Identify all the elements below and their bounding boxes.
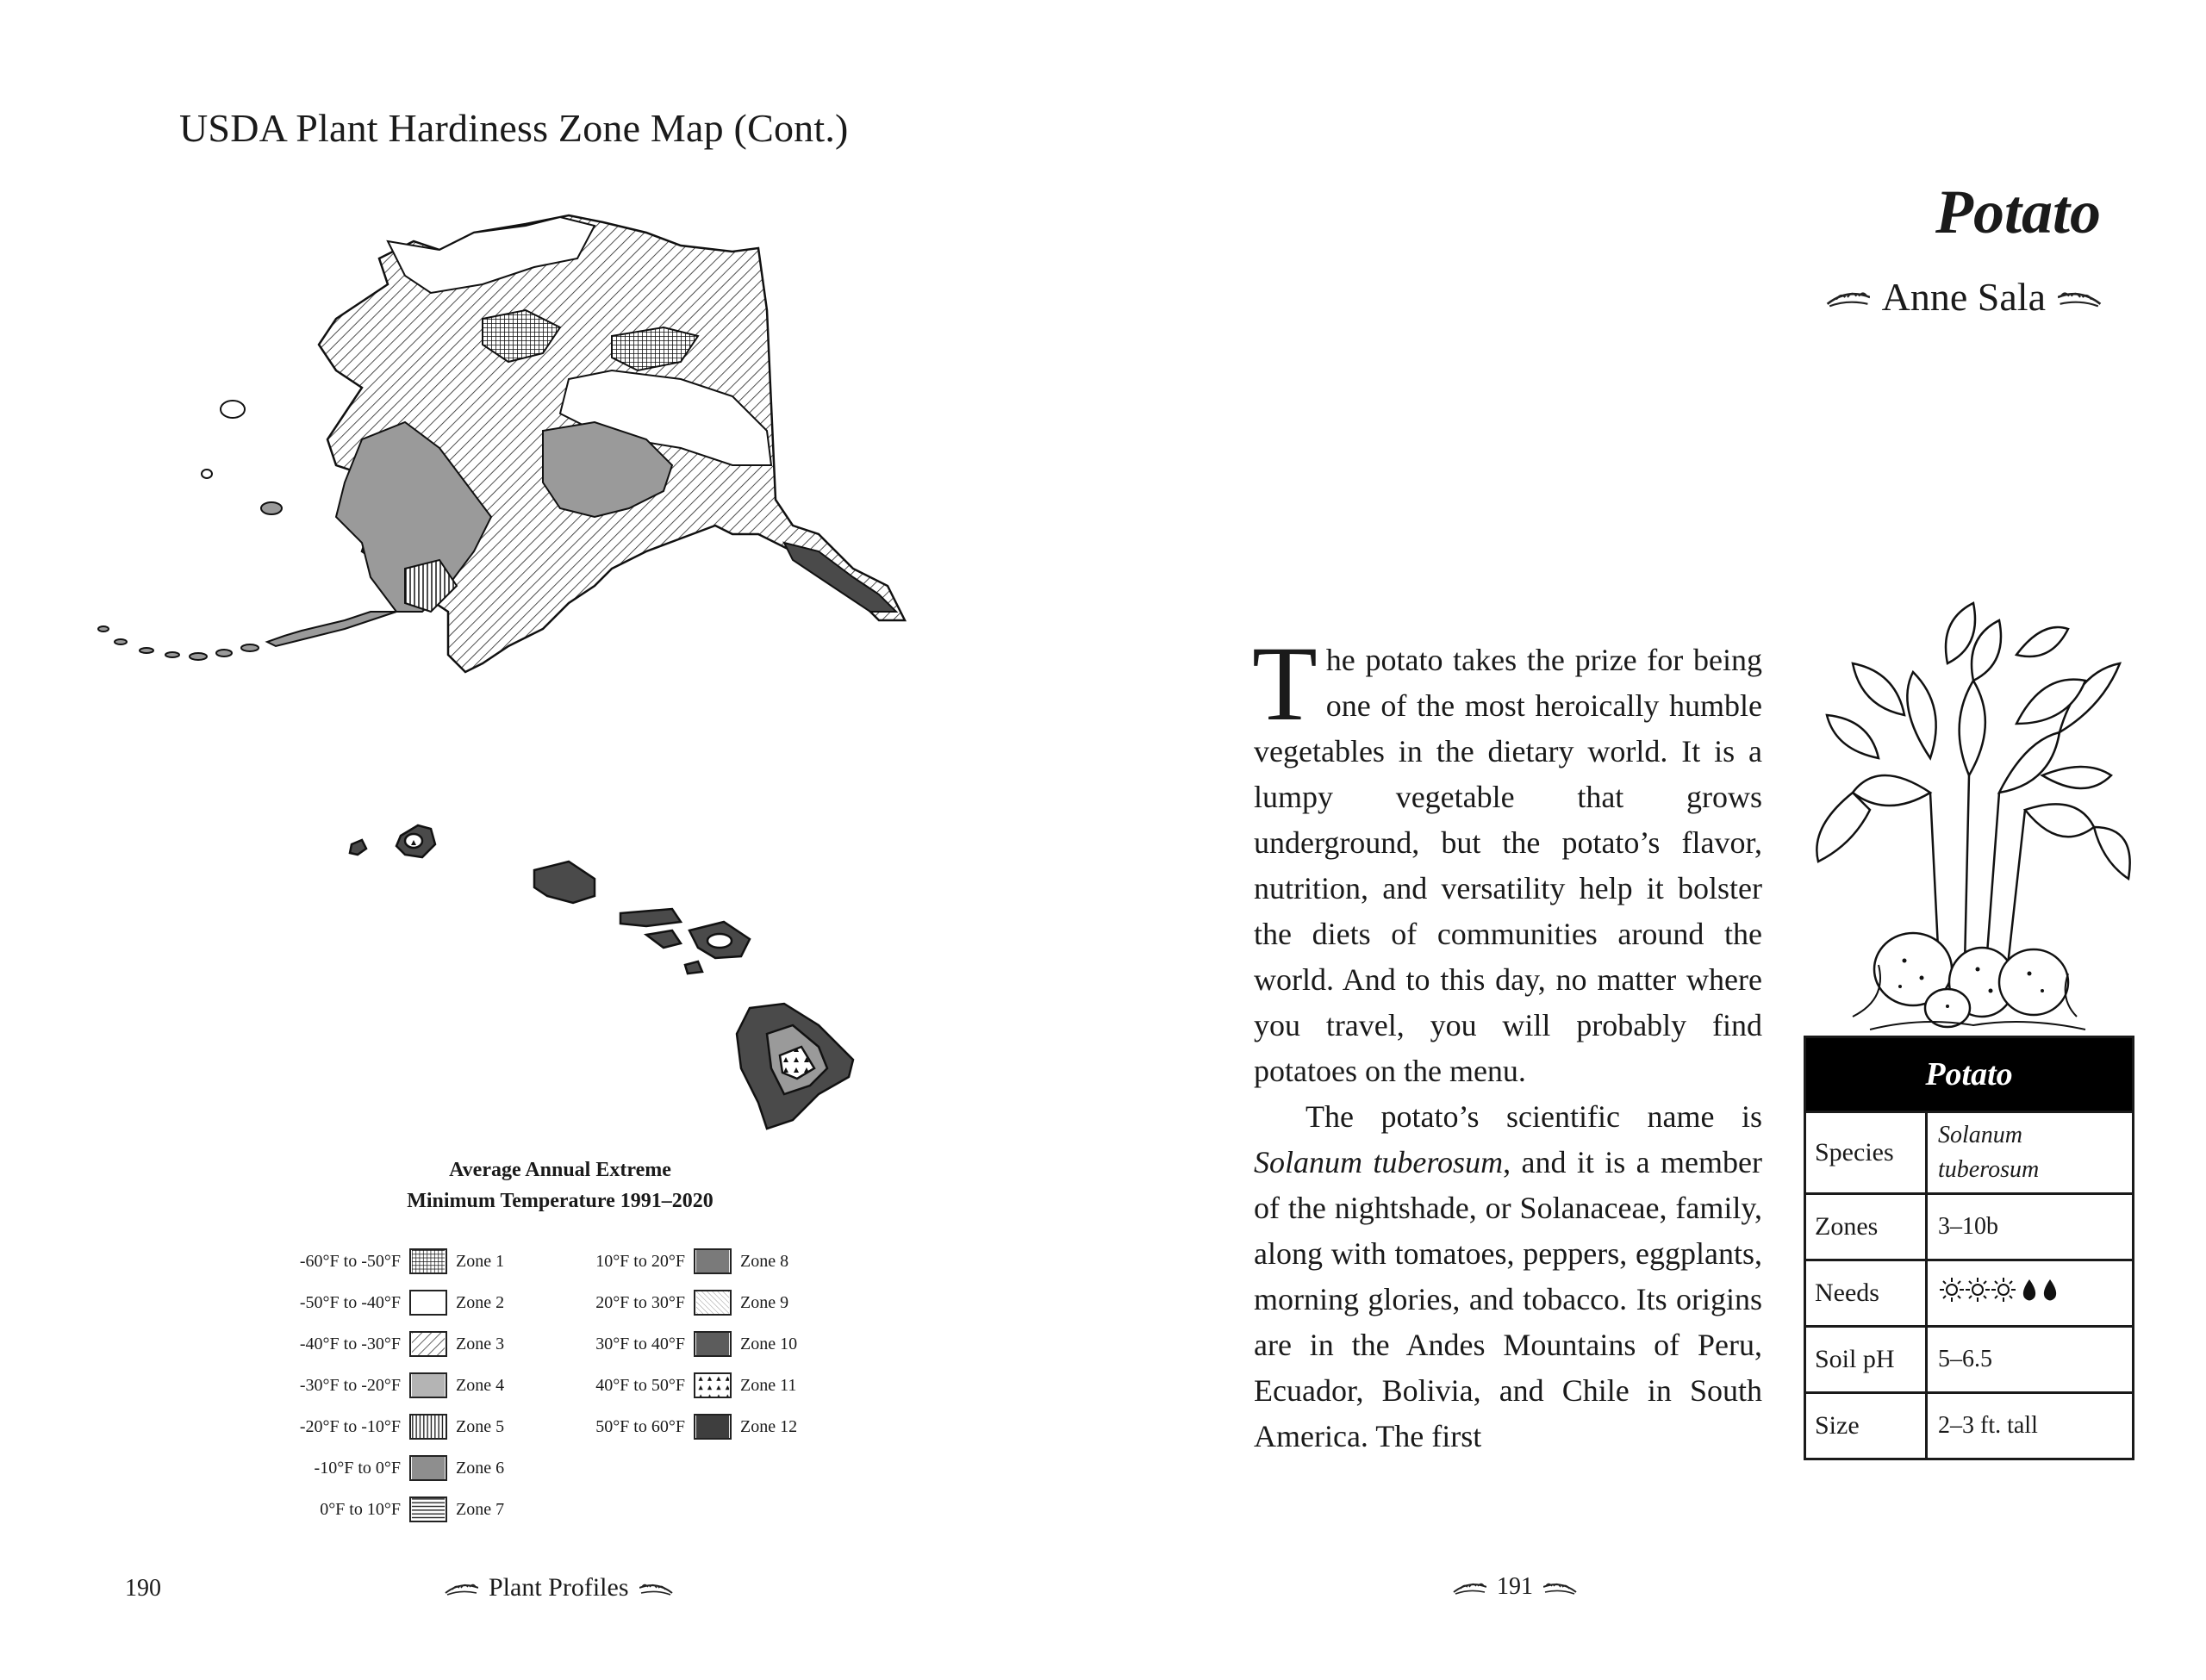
info-row-soil-ph: [1805, 1327, 2134, 1393]
info-value: 3–10b: [1927, 1194, 2134, 1260]
needs-icon-row: [1938, 1274, 2067, 1305]
legend-column: [276, 1241, 504, 1530]
legend-row: [276, 1323, 504, 1365]
hawaii-map: [350, 825, 853, 1129]
st-lawrence-island: [221, 401, 245, 418]
legend-swatch: [409, 1414, 447, 1440]
map-legend: [276, 1154, 827, 1519]
legend-row: [276, 1489, 504, 1530]
legend-zone-label: Zone 8: [740, 1251, 789, 1271]
ornament-icon: [1543, 1578, 1578, 1596]
drop-cap: T: [1252, 625, 1318, 743]
legend-title: [276, 1154, 844, 1216]
nunivak-island: [261, 502, 282, 514]
ornament-icon: [1452, 1578, 1486, 1596]
legend-zone-label: Zone 6: [456, 1458, 505, 1478]
info-row-needs: [1805, 1260, 2134, 1327]
article-body: [1252, 625, 1763, 1459]
legend-row: [276, 1365, 504, 1406]
info-value: Solanum tuberosum: [1927, 1112, 2134, 1194]
water-drop-icon: [2044, 1279, 2056, 1301]
kahoolawe: [685, 961, 702, 974]
info-label: Size: [1805, 1393, 1927, 1459]
info-label: Species: [1805, 1112, 1927, 1194]
legend-row: [276, 1282, 504, 1323]
legend-swatch: [694, 1248, 732, 1274]
info-label: Zones: [1805, 1194, 1927, 1260]
sun-icon: [1966, 1278, 1990, 1302]
legend-swatch: [694, 1414, 732, 1440]
legend-range: 30°F to 40°F: [595, 1334, 685, 1353]
legend-row: [560, 1241, 797, 1282]
paragraph-text: The potato’s scientific name is: [1306, 1099, 1762, 1134]
page-number: 190: [125, 1575, 161, 1602]
plant-info-box: [1804, 1036, 2134, 1460]
needs-icons: [1927, 1260, 2134, 1327]
legend-zone-label: Zone 5: [456, 1416, 505, 1436]
info-row-species: [1805, 1112, 2134, 1194]
legend-range: 10°F to 20°F: [595, 1251, 685, 1271]
ornament-icon: [639, 1579, 674, 1596]
paragraph-text: , and it is a member of the nightshade, or Solanaceae, family, along with tomatoes, peppers, eggplants, morning glories, and tobacco. Its origins are in the Andes Mountains of Peru, Ecuador, Bolivia, and Chile in South America. The first: [1254, 1145, 1763, 1453]
zone8-region: [784, 543, 896, 612]
legend-swatch: [694, 1331, 732, 1357]
running-head: [444, 1573, 674, 1602]
legend-range: 50°F to 60°F: [595, 1416, 685, 1436]
article-title: Potato: [1935, 177, 2101, 246]
legend-range: 0°F to 10°F: [320, 1499, 401, 1519]
legend-zone-label: Zone 10: [740, 1334, 798, 1353]
info-row-zones: [1805, 1194, 2134, 1260]
author-name: Anne Sala: [1881, 275, 2046, 319]
paragraph-text: he potato takes the prize for being one of the most heroically humble vegetables in the dietary world. It is a lumpy vegetable that grows underground, but the potato’s flavor, nutrition, and versatility help it bolster the diets of communities around the world. And to this day, no matter where you travel, you will probably find potatoes on the menu.: [1254, 643, 1762, 1088]
paragraph: [1254, 1094, 1762, 1459]
potato-plant-illustration: [1801, 534, 2146, 1034]
niihau: [350, 840, 366, 855]
legend-zone-label: Zone 4: [456, 1375, 505, 1395]
legend-swatch: [409, 1372, 447, 1398]
legend-range: 20°F to 30°F: [595, 1292, 685, 1312]
hardiness-zone-map: [78, 207, 1025, 1137]
legend-column: [560, 1241, 797, 1447]
scientific-name: Solanum tuberosum: [1254, 1145, 1504, 1179]
small-island: [202, 470, 212, 478]
legend-zone-label: Zone 1: [456, 1251, 505, 1271]
legend-range: 40°F to 50°F: [595, 1375, 685, 1395]
ornament-icon: [2058, 286, 2103, 308]
legend-swatch: [409, 1248, 447, 1274]
sun-icon: [1940, 1278, 1964, 1302]
page-number: [1452, 1573, 1578, 1601]
legend-range: -40°F to -30°F: [299, 1334, 401, 1353]
legend-zone-label: Zone 9: [740, 1292, 789, 1312]
legend-range: -50°F to -40°F: [299, 1292, 401, 1312]
legend-swatch: [409, 1496, 447, 1522]
oahu: [534, 862, 595, 903]
page-title: USDA Plant Hardiness Zone Map (Cont.): [179, 106, 849, 150]
lanai: [646, 930, 681, 948]
alaska-map: [78, 215, 905, 672]
legend-range: -30°F to -20°F: [299, 1375, 401, 1395]
legend-row: [276, 1241, 504, 1282]
legend-zone-label: Zone 12: [740, 1416, 798, 1436]
legend-row: [276, 1406, 504, 1447]
legend-row: [560, 1323, 797, 1365]
legend-row: [560, 1365, 797, 1406]
legend-row: [560, 1406, 797, 1447]
author-byline: [1825, 274, 2103, 320]
info-label: Soil pH: [1805, 1327, 1927, 1393]
legend-range: -20°F to -10°F: [299, 1416, 401, 1436]
sun-icon: [1991, 1278, 2016, 1302]
legend-row: [276, 1447, 504, 1489]
water-drop-icon: [2023, 1279, 2035, 1301]
ornament-icon: [444, 1579, 478, 1596]
info-row-size: [1805, 1393, 2134, 1459]
info-value: 5–6.5: [1927, 1327, 2134, 1393]
legend-zone-label: Zone 11: [740, 1375, 797, 1395]
legend-swatch: [694, 1372, 732, 1398]
info-value: 2–3 ft. tall: [1927, 1393, 2134, 1459]
legend-zone-label: Zone 3: [456, 1334, 505, 1353]
info-label: Needs: [1805, 1260, 1927, 1327]
running-head-text: Plant Profiles: [489, 1573, 629, 1602]
paragraph: [1252, 625, 1762, 1094]
legend-zone-label: Zone 7: [456, 1499, 505, 1519]
legend-zone-label: Zone 2: [456, 1292, 505, 1312]
aleutian-islands: [78, 592, 396, 660]
info-box-header: Potato: [1805, 1037, 2134, 1112]
legend-range: -10°F to 0°F: [314, 1458, 401, 1478]
legend-title-line2: Minimum Temperature 1991–2020: [407, 1190, 714, 1212]
legend-swatch: [694, 1290, 732, 1316]
legend-swatch: [409, 1290, 447, 1316]
legend-title-line1: Average Annual Extreme: [449, 1159, 671, 1181]
legend-range: -60°F to -50°F: [299, 1251, 401, 1271]
ornament-icon: [1825, 286, 1870, 308]
page-number-text: 191: [1497, 1573, 1533, 1600]
legend-swatch: [409, 1455, 447, 1481]
molokai: [620, 909, 681, 926]
legend-swatch: [409, 1331, 447, 1357]
legend-row: [560, 1282, 797, 1323]
